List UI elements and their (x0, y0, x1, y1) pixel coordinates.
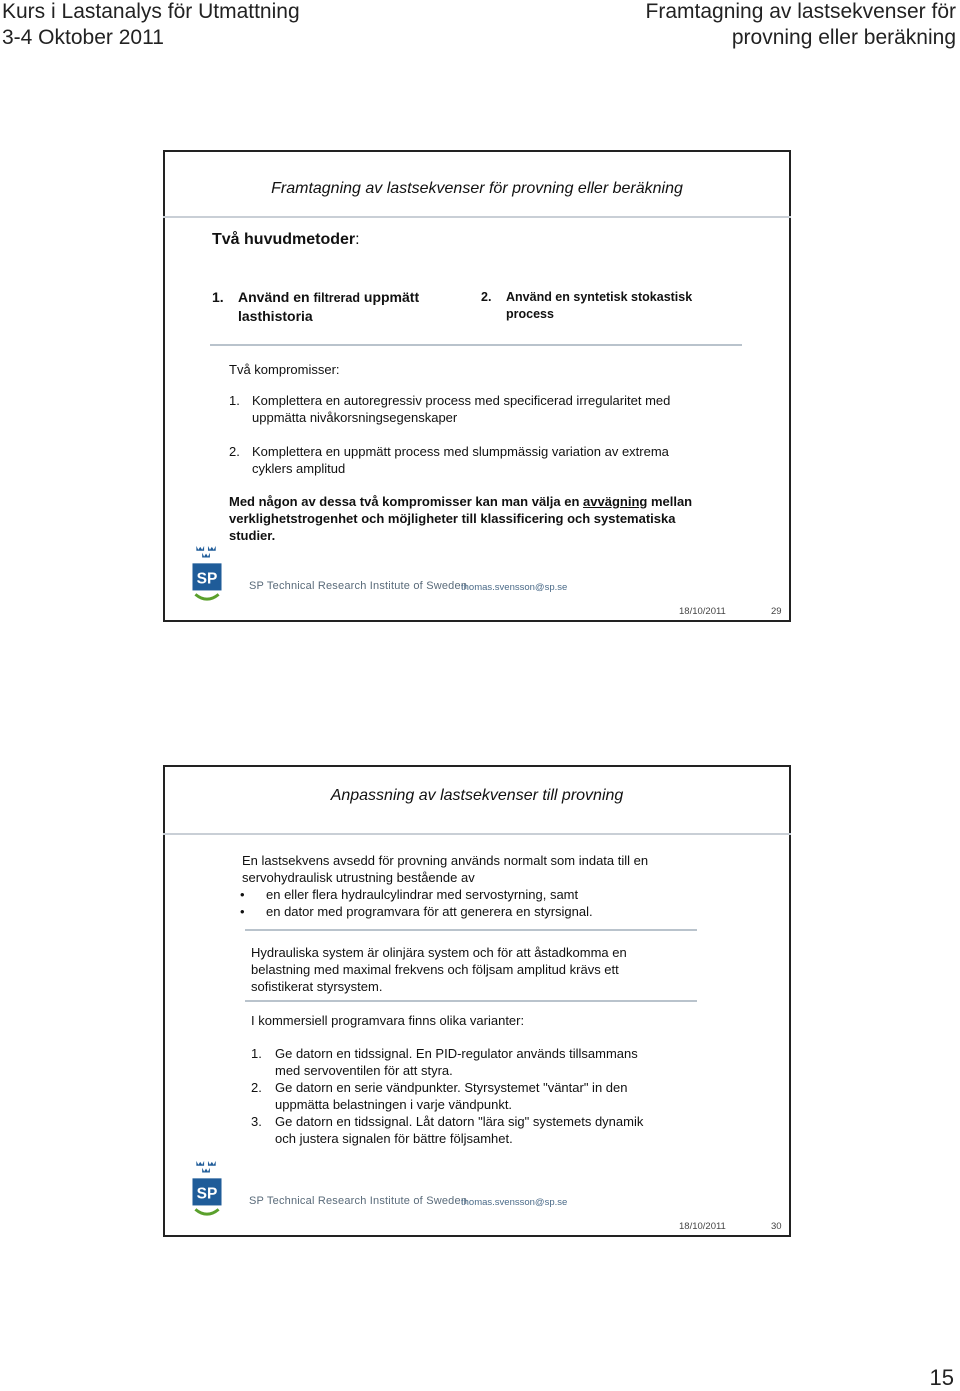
footer-email: thomas.svensson@sp.se (461, 1197, 568, 1208)
bullet-dot-1: • (240, 887, 245, 902)
method-1-part-c: uppmätt (360, 289, 420, 305)
bullet-2: en dator med programvara för att generera en styrsignal. (266, 904, 593, 919)
footer-organization: SP Technical Research Institute of Sweden (249, 580, 468, 592)
variant-2-number: 2. (251, 1080, 262, 1095)
footer-organization: SP Technical Research Institute of Sweden (249, 1195, 468, 1207)
method-1-part-a: Använd en (238, 289, 314, 305)
sp-logo-icon (192, 544, 222, 604)
footer-slide-number: 29 (771, 606, 782, 617)
title-separator (163, 216, 791, 218)
compromise-2-line1: Komplettera en uppmätt process med slumpmässig variation av extrema (252, 444, 669, 459)
compromise-2-line2: cyklers amplitud (252, 461, 346, 476)
conclusion-line1 (229, 493, 692, 510)
variant-2-line1: Ge datorn en serie vändpunkter. Styrsystemet "väntar" in den (275, 1080, 628, 1095)
method-2-number: 2. (481, 290, 492, 304)
header-topic-line2: provning eller beräkning (731, 26, 956, 49)
slide-title: Anpassning av lastsekvenser till provning (330, 787, 624, 804)
compromise-1-number: 1. (229, 393, 240, 408)
header-course-date: 3-4 Oktober 2011 (2, 26, 164, 49)
conclusion-part-b: mellan (647, 494, 693, 509)
divider-2 (245, 1000, 697, 1002)
compromise-1-line2: uppmätta nivåkorsningsegenskaper (252, 410, 458, 425)
header-topic-line1: Framtagning av lastsekvenser för (645, 0, 956, 23)
variant-1-number: 1. (251, 1046, 262, 1061)
hydraulics-line1: Hydrauliska system är olinjära system och för att åstadkomma en (251, 945, 627, 960)
variant-1-line1: Ge datorn en tidssignal. En PID-regulator används tillsammans (275, 1046, 638, 1061)
svg-text:SP: SP (196, 1185, 218, 1203)
hydraulics-line3: sofistikerat styrsystem. (251, 979, 383, 994)
intro-line1: En lastsekvens avsedd för provning används normalt som indata till en (242, 853, 649, 868)
slide-title: Framtagning av lastsekvenser för provning eller beräkning (271, 180, 683, 197)
variant-3-line1: Ge datorn en tidssignal. Låt datorn "lära sig" systemets dynamik (275, 1114, 644, 1129)
methods-heading (212, 230, 360, 250)
compromise-1-line1: Komplettera en autoregressiv process med specificerad irregularitet med (252, 393, 671, 408)
method-1-line2: lasthistoria (238, 308, 313, 324)
footer-date: 18/10/2011 (679, 606, 726, 617)
conclusion-part-a: Med någon av dessa två kompromisser kan man välja en (229, 494, 584, 509)
conclusion-line2: verklighetstrogenhet och möjligheter till klassificering och systematiska (229, 511, 676, 526)
slide-30 (163, 765, 791, 1237)
intro-line2: servohydraulisk utrustning bestående av (242, 870, 475, 885)
footer-email: thomas.svensson@sp.se (461, 582, 568, 593)
methods-heading-colon: : (355, 231, 360, 248)
compromise-2-number: 2. (229, 444, 240, 459)
method-1-number: 1. (212, 289, 224, 305)
method-2-line1: Använd en syntetisk stokastisk (506, 290, 693, 304)
variant-3-number: 3. (251, 1114, 262, 1129)
header-course-title: Kurs i Lastanalys för Utmattning (2, 0, 300, 23)
svg-text:SP: SP (196, 570, 218, 588)
methods-heading-text: Två huvudmetoder (212, 231, 356, 248)
divider-1 (245, 929, 697, 931)
variant-2-line2: uppmätta belastningen i varje vändpunkt. (275, 1097, 513, 1112)
title-separator (163, 833, 791, 835)
page-number: 15 (929, 1365, 954, 1390)
bullet-dot-2: • (240, 904, 245, 919)
method-2-line2: process (506, 307, 554, 321)
variants-heading: I kommersiell programvara finns olika varianter: (251, 1013, 525, 1028)
variant-3-line2: och justera signalen för bättre följsamhet. (275, 1131, 513, 1146)
compromises-heading: Två kompromisser: (229, 362, 340, 377)
slide-29 (163, 150, 791, 622)
hydraulics-line2: belastning med maximal frekvens och följsam amplitud krävs ett (251, 962, 619, 977)
conclusion-underlined: avvägning (583, 494, 648, 509)
divider (210, 344, 742, 346)
bullet-1: en eller flera hydraulcylindrar med servostyrning, samt (266, 887, 579, 902)
footer-date: 18/10/2011 (679, 1221, 726, 1232)
footer-slide-number: 30 (771, 1221, 782, 1232)
variant-1-line2: med servoventilen för att styra. (275, 1063, 453, 1078)
method-1-part-b: filtrerad (313, 291, 361, 305)
sp-logo-icon (192, 1159, 222, 1219)
conclusion-line3: studier. (229, 528, 276, 543)
method-1-text (238, 288, 419, 307)
